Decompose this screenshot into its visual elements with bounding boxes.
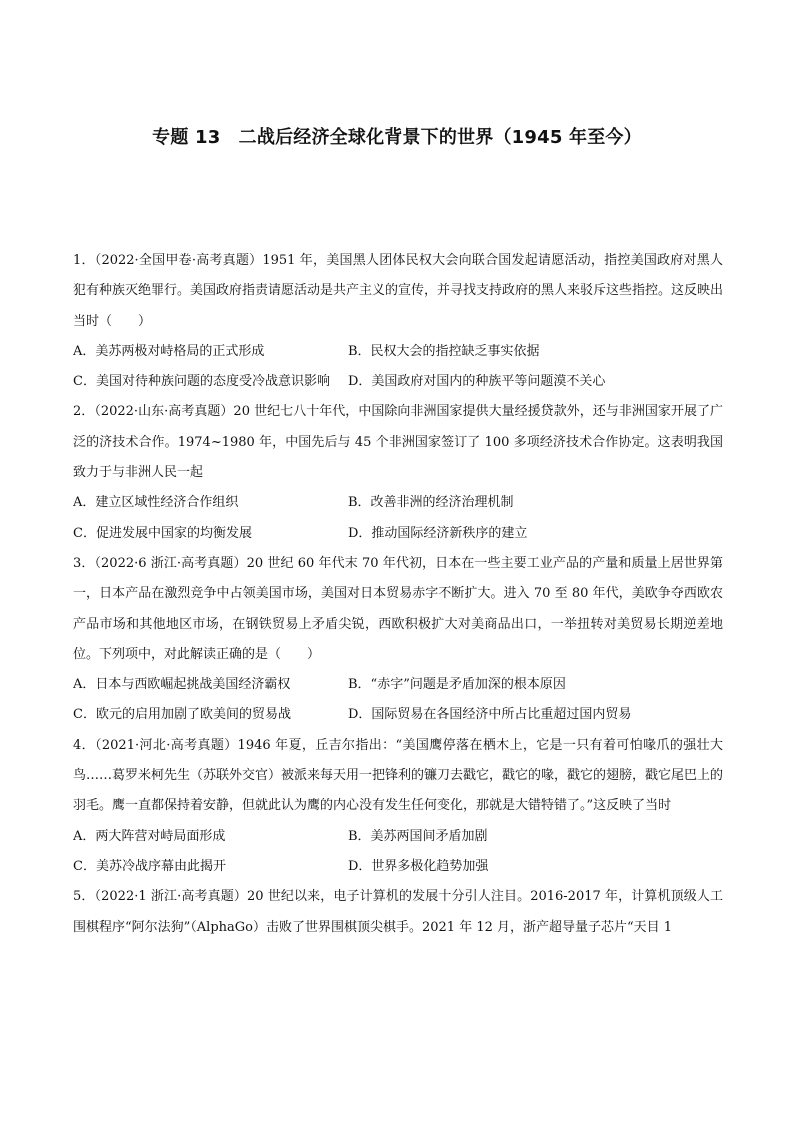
- option-group: [73, 822, 723, 883]
- question-stem: 2．（2022·山东·高考真题）20 世纪七八十年代，中国除向非洲国家提供大量经援贷款外，还与非洲国家开展了广泛的济技术合作。1974~1980 年，中国先后与 45 个非洲国家签订了 100 多项经济技术合作协定。这表明我国致力于与非洲人民一起: [73, 404, 723, 481]
- option-d: D．推动国际经济新秩序的建立: [348, 525, 528, 541]
- option-a: A．日本与西欧崛起挑战美国经济霸权: [73, 677, 291, 693]
- option-group: [73, 337, 723, 398]
- option-a: A．两大阵营对峙局面形成: [73, 828, 226, 844]
- question-list: [73, 246, 723, 943]
- option-b: B．改善非洲的经济治理机制: [348, 495, 514, 511]
- option-b: B．民权大会的指控缺乏事实依据: [348, 343, 540, 359]
- option-b: B．美苏两国间矛盾加剧: [348, 828, 488, 844]
- option-c: C．美国对待种族问题的态度受冷战意识影响: [73, 374, 330, 390]
- option-group: [73, 670, 723, 731]
- option-d: D．世界多极化趋势加强: [348, 858, 489, 874]
- option-a: A．美苏两极对峙格局的正式形成: [73, 343, 265, 359]
- option-group: [73, 488, 723, 549]
- option-c: C．欧元的启用加剧了欧美间的贸易战: [73, 707, 291, 723]
- question-4: [73, 731, 723, 882]
- question-2: [73, 397, 723, 548]
- option-b: B．“赤字”问题是矛盾加深的根本原因: [348, 677, 566, 693]
- question-stem: 3．（2022·6 浙江·高考真题）20 世纪 60 年代末 70 年代初，日本在一些主要工业产品的产量和质量上居世界第一，日本产品在激烈竞争中占领美国市场，美国对日本贸易赤字不断扩大。进入 70 至 80 年代，美欧争夺西欧农产品市场和其他地区市场，在钢铁贸易上矛盾尖锐，西欧积极扩大对美商品出口，一举扭转对美贸易长期逆差地位。下列项中，对此解读正确的是（ ）: [73, 555, 723, 662]
- page-title: 专题 13 二战后经济全球化背景下的世界（1945 年至今）: [152, 127, 642, 148]
- question-1: [73, 246, 723, 397]
- question-stem: 4．（2021·河北·高考真题）1946 年夏，丘吉尔指出：“美国鹰停落在栖木上，它是一只有着可怕喙爪的强壮大鸟……葛罗米柯先生（苏联外交官）被派来每天用一把锋利的镰刀去戳它，戳它的喙，戳它的翅膀，戳它尾巴上的羽毛。鹰一直都保持着安静，但就此认为鹰的内心没有发生任何变化，那就是大错特错了。”这反映了当时: [73, 737, 724, 814]
- question-3: [73, 549, 723, 731]
- option-c: C．美苏冷战序幕由此揭开: [73, 858, 226, 874]
- question-stem: 5．（2022·1 浙江·高考真题）20 世纪以来，电子计算机的发展十分引人注目。2016-2017 年，计算机顶级人工围棋程序“阿尔法狗”（AlphaGo）击败了世界围棋顶尖棋手。2021 年 12 月，浙产超导量子芯片“天目 1: [73, 889, 723, 935]
- question-5: [73, 882, 723, 943]
- question-stem: 1．（2022·全国甲卷·高考真题）1951 年，美国黑人团体民权大会向联合国发起请愿活动，指控美国政府对黑人犯有种族灭绝罪行。美国政府指责请愿活动是共产主义的宣传，并寻找支持政府的黑人来驳斥这些指控。这反映出当时（ ）: [73, 253, 724, 329]
- option-d: D．美国政府对国内的种族平等问题漠不关心: [348, 374, 606, 390]
- option-d: D．国际贸易在各国经济中所占比重超过国内贸易: [348, 707, 632, 723]
- option-a: A．建立区域性经济合作组织: [73, 495, 239, 511]
- option-c: C．促进发展中国家的均衡发展: [73, 525, 252, 541]
